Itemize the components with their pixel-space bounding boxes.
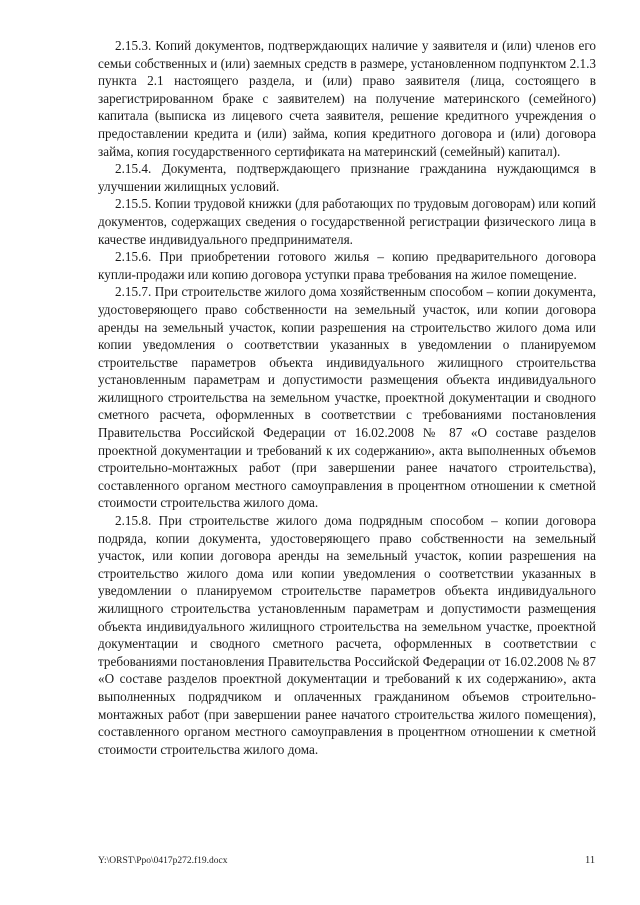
paragraph-2-15-4: 2.15.4. Документа, подтверждающего признание гражданина нуждающимся в улучшении жилищных условий. [98,161,596,194]
paragraph-2-15-3: 2.15.3. Копий документов, подтверждающих наличие у заявителя и (или) членов его семьи собственных и (или) заемных средств в размере, установленном подпунктом 2.1.3 пункта 2.1 настоящего раздела, и (или) право заявителя (лица, состоящего в зарегистрированном браке с заявителем) на получение материнского (семейного) капитала (выписка из лицевого счета заявителя, решение кредитного учреждения о предоставлении кредита и (или) займа, копия кредитного договора и (или) договора займа, копия государственного сертификата на материнский (семейный) капитал). [98,38,596,159]
document-body [98,37,596,758]
footer-file-path: Y:\ORST\Ppo\0417p272.f19.docx [98,856,228,866]
paragraph-2-15-8: 2.15.8. При строительстве жилого дома подрядным способом – копии договора подряда, копии документа, удостоверяющего право собственности на земельный участок, или копии договора аренды на земельный участок, копии разрешения на строительство жилого дома или копии уведомления о соответствии указанных в уведомлении о планируемом строительстве параметров объекта индивидуального жилищного строительства установленным параметрам и допустимости размещения объекта индивидуального жилищного строительства на земельном участке, проектной документации и сводного сметного расчета, оформленных в соответствии с требованиями постановления Правительства Российской Федерации от 16.02.2008 № 87 «О составе разделов проектной документации и требований к их содержанию», акта выполненных подрядчиком и оплаченных гражданином объемов строительно-монтажных работ (при завершении ранее начатого строительства жилого помещения), составленного органом местного самоуправления в процентном отношении к сметной стоимости строительства жилого дома. [98,513,596,757]
paragraph-2-15-5: 2.15.5. Копии трудовой книжки (для работающих по трудовым договорам) или копий документов, содержащих сведения о государственной регистрации физического лица в качестве индивидуального предпринимателя. [98,196,596,247]
footer-page-number: 11 [585,855,596,866]
paragraph-2-15-6: 2.15.6. При приобретении готового жилья – копию предварительного договора купли-продажи или копию договора уступки права требования на жилое помещение. [98,249,596,282]
paragraph-2-15-7: 2.15.7. При строительстве жилого дома хозяйственным способом – копии документа, удостоверяющего право собственности на земельный участок, или копии договора аренды на земельный участок, копии разрешения на строительство жилого дома или копии уведомления о соответствии указанных в уведомлении о планируемом строительстве параметров объекта индивидуального жилищного строительства установленным параметрам и допустимости размещения объекта индивидуального жилищного строительства на земельном участке, проектной документации и сводного сметного расчета, оформленных в соответствии с требованиями постановления Правительства Российской Федерации от 16.02.2008 № 87 «О составе разделов проектной документации и требований к их содержанию», акта выполненных объемов строительно-монтажных работ (при завершении ранее начатого строительства), составленного органом местного самоуправления в процентном отношении к сметной стоимости строительства жилого дома. [98,284,596,511]
